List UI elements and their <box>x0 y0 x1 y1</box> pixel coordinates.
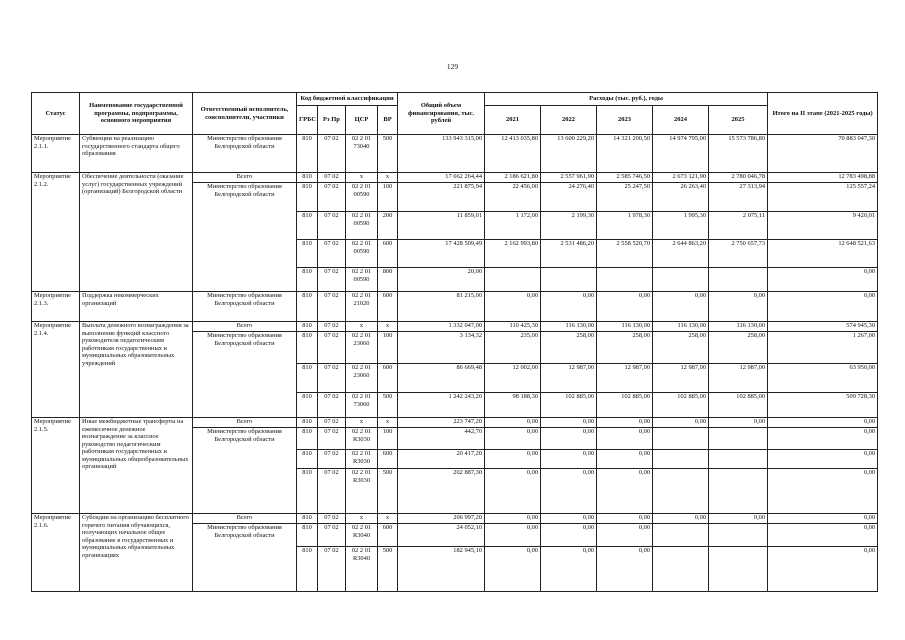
table-row <box>32 135 878 173</box>
y2023-cell: 0,00 <box>597 547 653 592</box>
stage-total-cell: 9 420,01 <box>768 212 878 240</box>
y2025-cell: 116 130,00 <box>709 322 768 332</box>
y2023-cell: 2 558 520,70 <box>597 240 653 268</box>
y2022-cell: 0,00 <box>541 514 597 524</box>
y2023-cell: 0,00 <box>597 450 653 469</box>
y2021-cell: 1 172,00 <box>485 212 541 240</box>
y2024-cell: 102 885,00 <box>653 393 709 418</box>
y2023-cell: 0,00 <box>597 469 653 514</box>
header-grbs: ГРБС <box>297 106 318 135</box>
table-row <box>32 514 878 524</box>
vr-cell: 100 <box>378 428 398 450</box>
y2024-cell: 0,00 <box>653 514 709 524</box>
rz-cell: 07 02 <box>318 322 346 332</box>
stage-total-cell: 509 728,30 <box>768 393 878 418</box>
y2023-cell: 0,00 <box>597 514 653 524</box>
y2021-cell: 2 162 993,80 <box>485 240 541 268</box>
rz-cell: 07 02 <box>318 469 346 514</box>
total-cell: 202 887,30 <box>398 469 485 514</box>
vr-cell: 600 <box>378 524 398 547</box>
y2024-cell: 116 130,00 <box>653 322 709 332</box>
y2023-cell: 0,00 <box>597 428 653 450</box>
grbs-cell: 810 <box>297 469 318 514</box>
y2025-cell <box>709 428 768 450</box>
csr-cell: х <box>346 322 378 332</box>
y2022-cell: 0,00 <box>541 418 597 428</box>
total-cell: 24 052,10 <box>398 524 485 547</box>
header-expenses: Расходы (тыс. руб.), годы <box>485 93 768 106</box>
header-status: Статус <box>32 93 80 135</box>
header-2021: 2021 <box>485 106 541 135</box>
y2024-cell: 26 263,40 <box>653 183 709 212</box>
status-cell: Мероприятие 2.1.3. <box>32 292 80 322</box>
status-cell: Мероприятие 2.1.5. <box>32 418 80 514</box>
header-executor: Ответственный исполнитель, соисполнители, участники <box>193 93 297 135</box>
csr-cell: 02 2 01 23060 <box>346 364 378 393</box>
y2022-cell: 0,00 <box>541 292 597 322</box>
total-cell: 20,00 <box>398 268 485 292</box>
grbs-cell: 810 <box>297 450 318 469</box>
stage-total-cell: 0,00 <box>768 292 878 322</box>
y2023-cell: 25 247,50 <box>597 183 653 212</box>
csr-cell: 02 2 01 00590 <box>346 240 378 268</box>
y2022-cell: 2 531 486,20 <box>541 240 597 268</box>
y2021-cell: 0,00 <box>485 547 541 592</box>
grbs-cell: 810 <box>297 240 318 268</box>
grbs-cell: 810 <box>297 173 318 183</box>
stage-total-cell: 1 267,00 <box>768 332 878 364</box>
executor-cell: Всего <box>193 514 297 524</box>
y2021-cell: 2 186 621,80 <box>485 173 541 183</box>
name-cell: Иные межбюджетные трансферты на ежемесячное денежное вознаграждение за классное руководство педагогическим работникам государственных и муниципальных общеобразовательных организаций <box>80 418 193 514</box>
csr-cell: х <box>346 514 378 524</box>
y2025-cell <box>709 268 768 292</box>
y2023-cell: 0,00 <box>597 524 653 547</box>
csr-cell: 02 2 01 73040 <box>346 135 378 173</box>
y2021-cell: 110 425,30 <box>485 322 541 332</box>
rz-cell: 07 02 <box>318 364 346 393</box>
stage-total-cell: 0,00 <box>768 268 878 292</box>
vr-cell: 500 <box>378 135 398 173</box>
y2021-cell: 12 002,00 <box>485 364 541 393</box>
stage-total-cell: 125 557,24 <box>768 183 878 212</box>
vr-cell: х <box>378 173 398 183</box>
header-2024: 2024 <box>653 106 709 135</box>
total-cell: 182 945,10 <box>398 547 485 592</box>
rz-cell: 07 02 <box>318 524 346 547</box>
y2023-cell: 12 987,00 <box>597 364 653 393</box>
y2022-cell: 0,00 <box>541 547 597 592</box>
stage-total-cell: 0,00 <box>768 514 878 524</box>
grbs-cell: 810 <box>297 393 318 418</box>
y2022-cell: 12 987,00 <box>541 364 597 393</box>
grbs-cell: 810 <box>297 428 318 450</box>
vr-cell: 500 <box>378 469 398 514</box>
y2022-cell: 0,00 <box>541 469 597 514</box>
rz-cell: 07 02 <box>318 173 346 183</box>
y2021-cell: 0,00 <box>485 450 541 469</box>
grbs-cell: 810 <box>297 332 318 364</box>
budget-table <box>31 92 878 592</box>
y2021-cell: 0,00 <box>485 292 541 322</box>
grbs-cell: 810 <box>297 183 318 212</box>
table-row <box>32 322 878 332</box>
y2024-cell: 258,00 <box>653 332 709 364</box>
y2024-cell <box>653 450 709 469</box>
header-row-1 <box>32 93 878 106</box>
header-total: Общий объем финансирования, тыс. рублей <box>398 93 485 135</box>
y2024-cell: 0,00 <box>653 418 709 428</box>
vr-cell: х <box>378 322 398 332</box>
csr-cell: 02 2 01 73060 <box>346 393 378 418</box>
header-name: Наименование государственной программы, подпрограммы, основного мероприятия <box>80 93 193 135</box>
y2023-cell: 1 978,30 <box>597 212 653 240</box>
stage-total-cell: 0,00 <box>768 428 878 450</box>
rz-cell: 07 02 <box>318 450 346 469</box>
y2024-cell: 2 644 863,20 <box>653 240 709 268</box>
csr-cell: 02 2 01 00590 <box>346 212 378 240</box>
vr-cell: 600 <box>378 292 398 322</box>
grbs-cell: 810 <box>297 135 318 173</box>
total-cell: 81 215,00 <box>398 292 485 322</box>
y2023-cell: 116 130,00 <box>597 322 653 332</box>
executor-cell: Министерство образования Белгородской области <box>193 292 297 322</box>
total-cell: 133 943 315,00 <box>398 135 485 173</box>
y2022-cell: 102 885,00 <box>541 393 597 418</box>
total-cell: 20 417,20 <box>398 450 485 469</box>
y2024-cell: 1 995,30 <box>653 212 709 240</box>
y2025-cell: 0,00 <box>709 514 768 524</box>
rz-cell: 07 02 <box>318 547 346 592</box>
y2021-cell: 0,00 <box>485 469 541 514</box>
header-2025: 2025 <box>709 106 768 135</box>
rz-cell: 07 02 <box>318 212 346 240</box>
y2023-cell: 0,00 <box>597 292 653 322</box>
y2022-cell: 116 130,00 <box>541 322 597 332</box>
y2023-cell: 0,00 <box>597 418 653 428</box>
y2024-cell <box>653 428 709 450</box>
name-cell: Субсидии на организацию бесплатного горячего питания обучающихся, получающих начальное общее образование в государственных и муниципальных образовательных организациях <box>80 514 193 592</box>
table-row <box>32 418 878 428</box>
table-row <box>32 292 878 322</box>
grbs-cell: 810 <box>297 514 318 524</box>
y2024-cell: 14 974 795,00 <box>653 135 709 173</box>
status-cell: Мероприятие 2.1.6. <box>32 514 80 592</box>
executor-cell: Министерство образования Белгородской области <box>193 183 297 292</box>
y2024-cell: 12 987,00 <box>653 364 709 393</box>
executor-cell: Министерство образования Белгородской области <box>193 332 297 418</box>
status-cell: Мероприятие 2.1.2. <box>32 173 80 292</box>
vr-cell: х <box>378 514 398 524</box>
y2023-cell: 102 885,00 <box>597 393 653 418</box>
status-cell: Мероприятие 2.1.1. <box>32 135 80 173</box>
stage-total-cell: 63 950,00 <box>768 364 878 393</box>
header-vr: ВР <box>378 106 398 135</box>
y2024-cell <box>653 469 709 514</box>
stage-total-cell: 0,00 <box>768 469 878 514</box>
rz-cell: 07 02 <box>318 393 346 418</box>
total-cell: 223 747,20 <box>398 418 485 428</box>
grbs-cell: 810 <box>297 364 318 393</box>
y2022-cell: 0,00 <box>541 450 597 469</box>
stage-total-cell: 0,00 <box>768 524 878 547</box>
y2022-cell: 258,00 <box>541 332 597 364</box>
y2021-cell: 0,00 <box>485 428 541 450</box>
header-stage-total: Итого на II этапе (2021-2025 годы) <box>768 93 878 135</box>
total-cell: 1 332 047,00 <box>398 322 485 332</box>
total-cell: 17 428 509,49 <box>398 240 485 268</box>
rz-cell: 07 02 <box>318 268 346 292</box>
y2025-cell: 0,00 <box>709 418 768 428</box>
total-cell: 442,70 <box>398 428 485 450</box>
y2021-cell: 0,00 <box>485 418 541 428</box>
name-cell: Обеспечение деятельности (оказание услуг) государственных учреждений (организаций) Белгородской области <box>80 173 193 292</box>
stage-total-cell: 12 648 521,63 <box>768 240 878 268</box>
stage-total-cell: 0,00 <box>768 418 878 428</box>
y2025-cell: 102 885,00 <box>709 393 768 418</box>
header-csr: ЦСР <box>346 106 378 135</box>
grbs-cell: 810 <box>297 212 318 240</box>
total-cell: 17 662 264,44 <box>398 173 485 183</box>
csr-cell: 02 2 01 R3030 <box>346 450 378 469</box>
y2024-cell <box>653 524 709 547</box>
rz-cell: 07 02 <box>318 183 346 212</box>
y2024-cell <box>653 547 709 592</box>
name-cell: Поддержка некоммерческих организаций <box>80 292 193 322</box>
vr-cell: 200 <box>378 212 398 240</box>
rz-cell: 07 02 <box>318 332 346 364</box>
total-cell: 206 997,20 <box>398 514 485 524</box>
y2024-cell: 0,00 <box>653 292 709 322</box>
csr-cell: 02 2 01 R3040 <box>346 524 378 547</box>
vr-cell: х <box>378 418 398 428</box>
y2025-cell: 12 987,00 <box>709 364 768 393</box>
stage-total-cell: 70 883 047,30 <box>768 135 878 173</box>
y2022-cell: 2 557 961,90 <box>541 173 597 183</box>
vr-cell: 600 <box>378 450 398 469</box>
csr-cell: 02 2 01 R3040 <box>346 547 378 592</box>
grbs-cell: 810 <box>297 547 318 592</box>
y2025-cell: 2 075,11 <box>709 212 768 240</box>
y2025-cell: 0,00 <box>709 292 768 322</box>
grbs-cell: 810 <box>297 524 318 547</box>
grbs-cell: 810 <box>297 292 318 322</box>
executor-cell: Министерство образования Белгородской области <box>193 524 297 592</box>
y2022-cell: 0,00 <box>541 524 597 547</box>
stage-total-cell: 12 783 498,88 <box>768 173 878 183</box>
rz-cell: 07 02 <box>318 240 346 268</box>
y2021-cell: 12 413 035,80 <box>485 135 541 173</box>
y2022-cell: 0,00 <box>541 428 597 450</box>
csr-cell: 02 2 01 00590 <box>346 183 378 212</box>
total-cell: 86 669,48 <box>398 364 485 393</box>
name-cell: Субвенции на реализацию государственного стандарта общего образования <box>80 135 193 173</box>
vr-cell: 600 <box>378 240 398 268</box>
y2025-cell: 15 573 786,80 <box>709 135 768 173</box>
grbs-cell: 810 <box>297 268 318 292</box>
total-cell: 11 859,01 <box>398 212 485 240</box>
y2021-cell <box>485 268 541 292</box>
y2025-cell: 258,00 <box>709 332 768 364</box>
total-cell: 1 242 243,20 <box>398 393 485 418</box>
table-row <box>32 173 878 183</box>
header-rz-pr: Рз Пр <box>318 106 346 135</box>
csr-cell: 02 2 01 R3030 <box>346 428 378 450</box>
y2023-cell: 14 321 200,50 <box>597 135 653 173</box>
y2025-cell <box>709 450 768 469</box>
vr-cell: 100 <box>378 332 398 364</box>
status-cell: Мероприятие 2.1.4. <box>32 322 80 418</box>
vr-cell: 500 <box>378 393 398 418</box>
y2025-cell <box>709 524 768 547</box>
csr-cell: 02 2 01 00590 <box>346 268 378 292</box>
y2021-cell: 98 188,30 <box>485 393 541 418</box>
vr-cell: 500 <box>378 547 398 592</box>
rz-cell: 07 02 <box>318 135 346 173</box>
executor-cell: Всего <box>193 173 297 183</box>
y2025-cell: 2 750 657,73 <box>709 240 768 268</box>
y2025-cell <box>709 469 768 514</box>
csr-cell: 02 2 01 21020 <box>346 292 378 322</box>
rz-cell: 07 02 <box>318 428 346 450</box>
executor-cell: Министерство образования Белгородской области <box>193 135 297 173</box>
executor-cell: Всего <box>193 418 297 428</box>
y2021-cell: 22 456,00 <box>485 183 541 212</box>
stage-total-cell: 0,00 <box>768 450 878 469</box>
y2021-cell: 0,00 <box>485 514 541 524</box>
y2022-cell <box>541 268 597 292</box>
name-cell: Выплата денежного вознаграждения за выполнение функций классного руководителя педагогическим работникам государственных и муниципальных образовательных учреждений <box>80 322 193 418</box>
y2022-cell: 24 276,40 <box>541 183 597 212</box>
y2021-cell: 235,00 <box>485 332 541 364</box>
vr-cell: 100 <box>378 183 398 212</box>
y2022-cell: 2 199,30 <box>541 212 597 240</box>
y2022-cell: 13 600 229,20 <box>541 135 597 173</box>
executor-cell: Всего <box>193 322 297 332</box>
y2025-cell <box>709 547 768 592</box>
y2023-cell: 2 585 746,50 <box>597 173 653 183</box>
y2023-cell: 258,00 <box>597 332 653 364</box>
rz-cell: 07 02 <box>318 514 346 524</box>
grbs-cell: 810 <box>297 322 318 332</box>
page-number: 129 <box>446 62 459 71</box>
csr-cell: х <box>346 173 378 183</box>
y2025-cell: 27 313,94 <box>709 183 768 212</box>
stage-total-cell: 574 945,30 <box>768 322 878 332</box>
header-2023: 2023 <box>597 106 653 135</box>
y2025-cell: 2 780 046,78 <box>709 173 768 183</box>
y2023-cell <box>597 268 653 292</box>
grbs-cell: 810 <box>297 418 318 428</box>
y2021-cell: 0,00 <box>485 524 541 547</box>
csr-cell: 02 2 01 R3030 <box>346 469 378 514</box>
header-budget-code: Код бюджетной классификации <box>297 93 398 106</box>
header-2022: 2022 <box>541 106 597 135</box>
total-cell: 3 134,32 <box>398 332 485 364</box>
csr-cell: х <box>346 418 378 428</box>
stage-total-cell: 0,00 <box>768 547 878 592</box>
y2024-cell: 2 673 121,90 <box>653 173 709 183</box>
executor-cell: Министерство образования Белгородской области <box>193 428 297 514</box>
y2024-cell <box>653 268 709 292</box>
rz-cell: 07 02 <box>318 418 346 428</box>
csr-cell: 02 2 01 23060 <box>346 332 378 364</box>
vr-cell: 600 <box>378 364 398 393</box>
rz-cell: 07 02 <box>318 292 346 322</box>
total-cell: 221 875,94 <box>398 183 485 212</box>
vr-cell: 800 <box>378 268 398 292</box>
